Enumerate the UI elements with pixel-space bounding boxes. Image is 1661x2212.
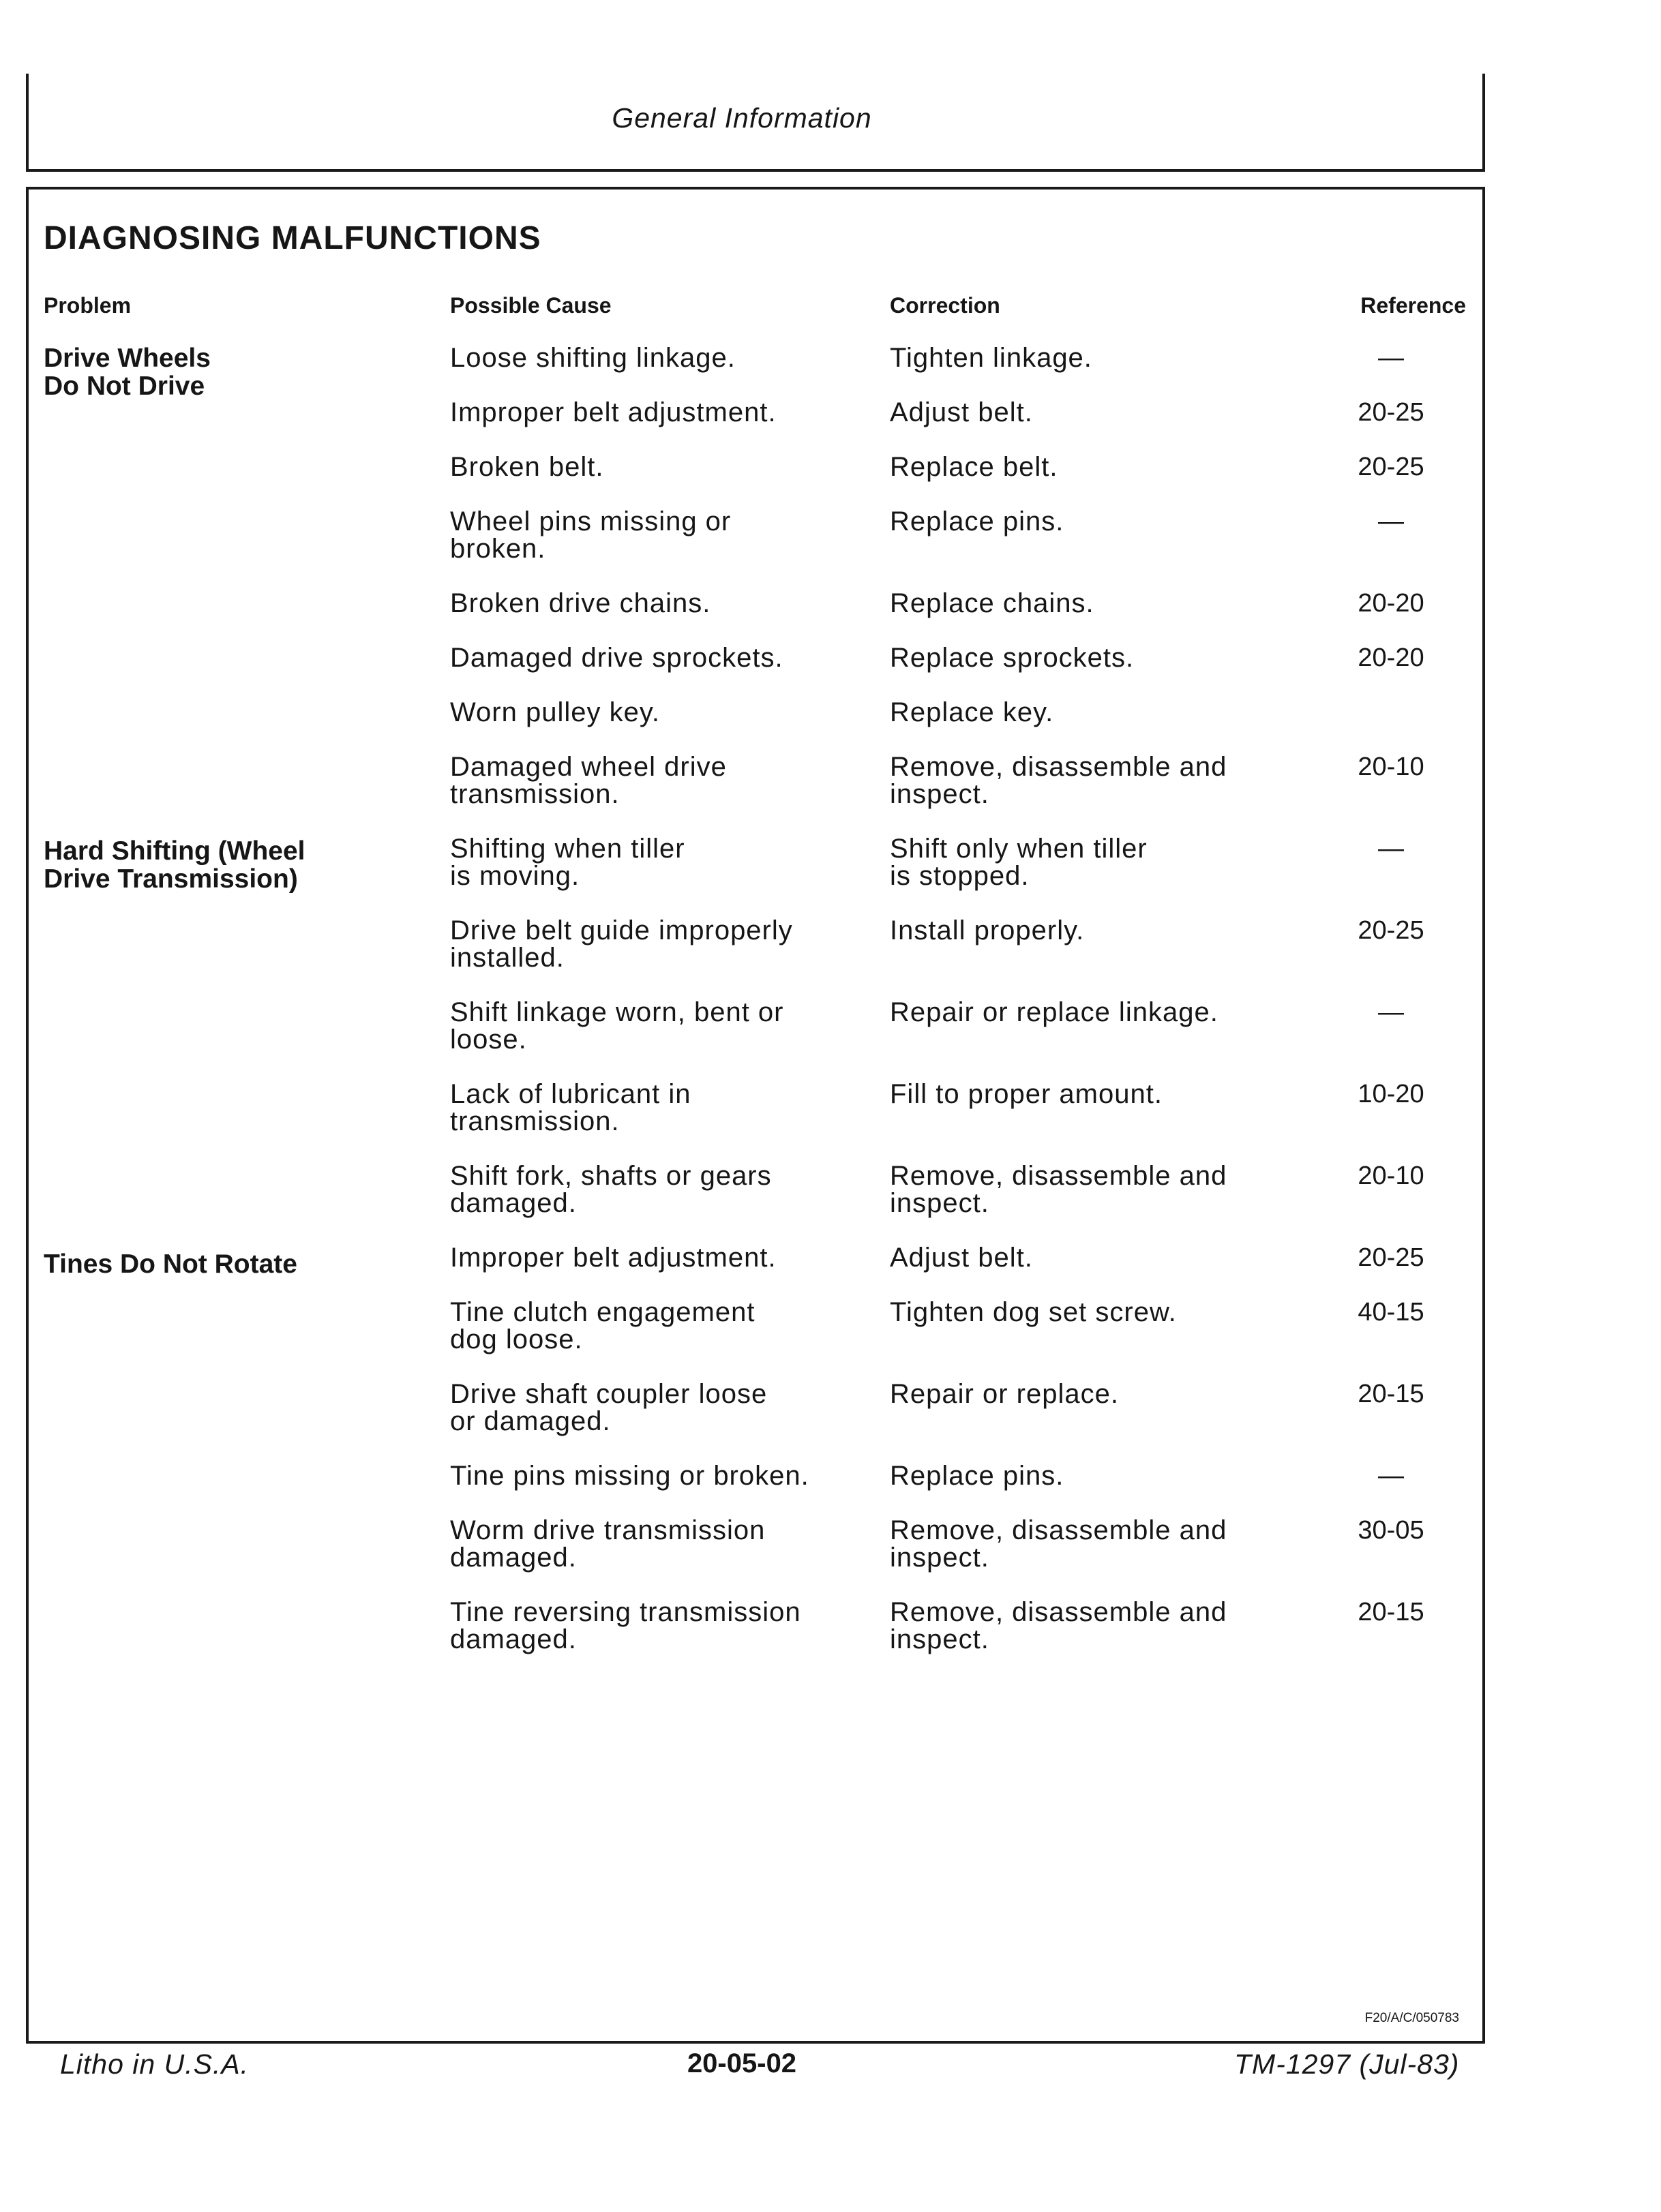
- row-cause: Broken drive chains.: [450, 588, 711, 618]
- section-title: General Information: [612, 102, 872, 134]
- row-cause: Wheel pins missing or broken.: [450, 506, 732, 564]
- row-reference: —: [1378, 834, 1404, 863]
- row-reference: 20-10: [1358, 1162, 1424, 1190]
- row-cause: Tine pins missing or broken.: [450, 1461, 809, 1491]
- column-header-problem: Problem: [44, 293, 132, 318]
- column-header-correction: Correction: [890, 293, 1000, 318]
- row-reference: 20-20: [1358, 643, 1424, 672]
- row-cause: Damaged drive sprockets.: [450, 643, 783, 673]
- row-cause: Shift fork, shafts or gears damaged.: [450, 1161, 772, 1218]
- row-correction: Replace belt.: [890, 452, 1058, 482]
- row-reference: 20-25: [1358, 1243, 1424, 1272]
- row-correction: Shift only when tiller is stopped.: [890, 834, 1148, 891]
- row-reference: 20-15: [1358, 1380, 1424, 1408]
- row-reference: 40-15: [1358, 1298, 1424, 1327]
- row-correction: Replace key.: [890, 697, 1054, 727]
- row-cause: Drive shaft coupler loose or damaged.: [450, 1379, 768, 1436]
- problem-tines-do-not-rotate: Tines Do Not Rotate: [44, 1249, 297, 1279]
- footer-manual-id: TM-1297 (Jul-83): [1234, 2048, 1460, 2080]
- row-cause: Improper belt adjustment.: [450, 1243, 777, 1273]
- row-reference: 10-20: [1358, 1080, 1424, 1108]
- row-correction: Repair or replace.: [890, 1379, 1119, 1409]
- row-reference: 20-10: [1358, 753, 1424, 781]
- row-correction: Adjust belt.: [890, 1243, 1033, 1273]
- row-correction: Tighten dog set screw.: [890, 1297, 1177, 1327]
- row-reference: 20-20: [1358, 589, 1424, 618]
- column-header-reference: Reference: [1360, 293, 1466, 318]
- footer-page-number: 20-05-02: [687, 2048, 797, 2078]
- row-cause: Loose shifting linkage.: [450, 343, 736, 373]
- problem-drive-wheels: Drive Wheels Do Not Drive: [44, 344, 211, 401]
- row-cause: Broken belt.: [450, 452, 604, 482]
- row-correction: Replace sprockets.: [890, 643, 1135, 673]
- page-title: DIAGNOSING MALFUNCTIONS: [44, 220, 541, 256]
- row-correction: Replace pins.: [890, 1461, 1064, 1491]
- row-reference: 20-25: [1358, 916, 1424, 945]
- problem-hard-shifting: Hard Shifting (Wheel Drive Transmission): [44, 836, 305, 894]
- column-header-possible-cause: Possible Cause: [450, 293, 612, 318]
- row-correction: Fill to proper amount.: [890, 1079, 1163, 1109]
- row-correction: Remove, disassemble and inspect.: [890, 1161, 1227, 1218]
- row-correction: Tighten linkage.: [890, 343, 1092, 373]
- row-cause: Worm drive transmission damaged.: [450, 1515, 766, 1573]
- row-correction: Remove, disassemble and inspect.: [890, 752, 1227, 809]
- row-correction: Install properly.: [890, 915, 1085, 945]
- row-reference: —: [1378, 507, 1404, 536]
- row-reference: —: [1378, 1461, 1404, 1490]
- row-correction: Replace chains.: [890, 588, 1094, 618]
- row-cause: Worn pulley key.: [450, 697, 660, 727]
- row-cause: Tine clutch engagement dog loose.: [450, 1297, 755, 1354]
- row-reference: —: [1378, 344, 1404, 372]
- row-cause: Lack of lubricant in transmission.: [450, 1079, 691, 1136]
- row-cause: Tine reversing transmission damaged.: [450, 1597, 801, 1654]
- row-cause: Drive belt guide improperly installed.: [450, 915, 793, 973]
- row-correction: Replace pins.: [890, 506, 1064, 536]
- row-cause: Damaged wheel drive transmission.: [450, 752, 727, 809]
- row-reference: 20-25: [1358, 453, 1424, 481]
- row-correction: Adjust belt.: [890, 397, 1033, 427]
- row-cause: Improper belt adjustment.: [450, 397, 777, 427]
- row-reference: —: [1378, 998, 1404, 1027]
- row-correction: Remove, disassemble and inspect.: [890, 1515, 1227, 1573]
- row-correction: Repair or replace linkage.: [890, 997, 1218, 1027]
- row-cause: Shifting when tiller is moving.: [450, 834, 685, 891]
- row-reference: 20-15: [1358, 1598, 1424, 1626]
- footer-litho: Litho in U.S.A.: [60, 2048, 250, 2080]
- figure-code: F20/A/C/050783: [1364, 2011, 1459, 2025]
- row-reference: 20-25: [1358, 398, 1424, 427]
- row-cause: Shift linkage worn, bent or loose.: [450, 997, 784, 1055]
- row-correction: Remove, disassemble and inspect.: [890, 1597, 1227, 1654]
- row-reference: 30-05: [1358, 1516, 1424, 1545]
